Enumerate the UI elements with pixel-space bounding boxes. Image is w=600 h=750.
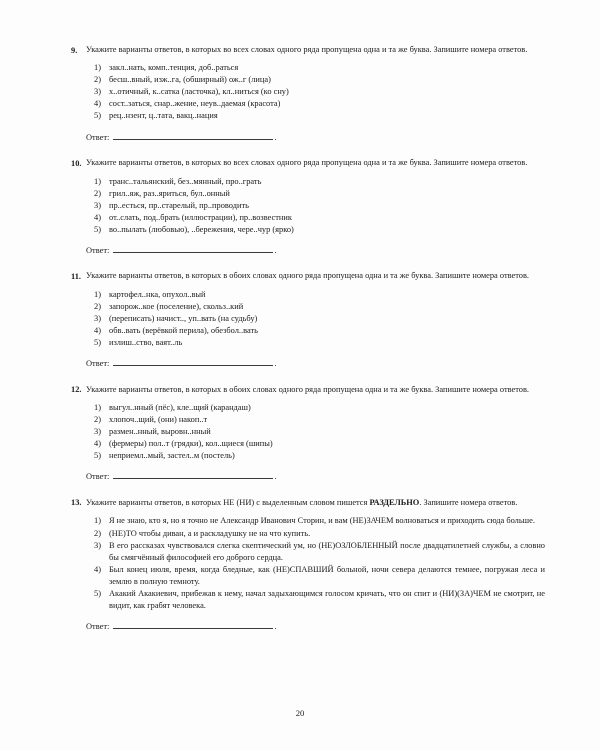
option-number: 3) [94, 541, 101, 551]
list-item[interactable] [86, 528, 545, 539]
list-item[interactable] [86, 402, 545, 413]
list-item[interactable] [86, 588, 545, 611]
task-10-number: 10. [71, 158, 82, 168]
list-item[interactable] [86, 301, 545, 312]
option-text: во..пылать (любовью), ..бережения, чере..чур (ярко) [109, 224, 294, 234]
task-10 [60, 157, 545, 256]
answer-input[interactable] [113, 469, 273, 479]
answer-input[interactable] [113, 619, 273, 629]
answer-period: . [274, 472, 277, 482]
task-13-prompt [86, 497, 545, 508]
list-item[interactable] [86, 74, 545, 85]
option-number: 1) [94, 176, 101, 186]
answer-label: Ответ: [86, 622, 110, 632]
task-13-answer [86, 619, 545, 632]
option-number: 2) [94, 528, 101, 538]
option-text: (переписать) начист.., уп..вать (на судьбу) [109, 313, 258, 323]
option-text: рец..нзент, ц..тата, вакц..нация [109, 111, 218, 121]
task-9-options [86, 62, 545, 121]
option-number: 1) [94, 403, 101, 413]
task-10-answer [86, 243, 545, 256]
task-11-prompt: Укажите варианты ответов, в которых в обоих словах одного ряда пропущена одна и та же буква. Запишите номера ответов. [86, 271, 530, 281]
answer-label: Ответ: [86, 246, 110, 256]
option-number: 2) [94, 415, 101, 425]
task-9-prompt: Укажите варианты ответов, в которых во всех словах одного ряда пропущена одна и та же буква. Запишите номера ответов. [86, 45, 528, 54]
option-number: 1) [94, 289, 101, 299]
answer-input[interactable] [113, 356, 273, 366]
option-text: сост..заться, снар..жение, неув..даемая (красота) [109, 99, 281, 109]
list-item[interactable] [86, 110, 545, 121]
option-text: Я не знаю, кто я, но я точно не Александр Иванович Сторин, и вам (НЕ)ЗАЧЕМ волноваться и приходить сюда больше. [109, 516, 535, 526]
list-item[interactable] [86, 188, 545, 199]
list-item[interactable] [86, 414, 545, 425]
task-9-body [86, 44, 545, 143]
option-number: 4) [94, 99, 101, 109]
list-item[interactable] [86, 62, 545, 73]
task-10-prompt: Укажите варианты ответов, в которых во всех словах одного ряда пропущена одна и та же буква. Запишите номера ответов. [86, 158, 528, 168]
option-text: картофел..нка, опухол..вый [109, 289, 206, 299]
option-number: 5) [94, 451, 101, 461]
option-text: транс..тальянский, без..мянный, про..грать [109, 176, 262, 186]
option-number: 2) [94, 301, 101, 311]
answer-label: Ответ: [86, 132, 110, 142]
option-text: В его рассказах чувствовался слегка скептический ум, но (НЕ)ОЗЛОБЛЕННЫЙ после двадцатилетней службы, а словно бы смягчённый философией его доброго сердца. [109, 541, 545, 562]
list-item[interactable] [86, 289, 545, 300]
option-text: бесш..вный, изж..га, (обширный) ож..г (лица) [109, 75, 271, 85]
option-number: 3) [94, 427, 101, 437]
option-number: 1) [94, 516, 101, 526]
task-13-prompt-part2: . Запишите номера ответов. [419, 497, 518, 507]
list-item[interactable] [86, 564, 545, 587]
task-11-answer [86, 356, 545, 369]
list-item[interactable] [86, 86, 545, 97]
list-item[interactable] [86, 200, 545, 211]
task-12-options [86, 402, 545, 461]
task-12-prompt: Укажите варианты ответов, в которых в обоих словах одного ряда пропущена одна и та же буква. Запишите номера ответов. [86, 384, 530, 394]
list-item[interactable] [86, 176, 545, 187]
task-11-options [86, 289, 545, 348]
answer-label: Ответ: [86, 359, 110, 369]
task-13-body [86, 497, 545, 633]
option-text: х..отичный, к..сатка (ласточка), кл..ниться (ко сну) [109, 87, 289, 97]
option-text: запорож..кое (поселение), скольз..кий [109, 301, 244, 311]
option-number: 4) [94, 325, 101, 335]
task-12-body [86, 384, 545, 483]
answer-period: . [274, 132, 277, 142]
option-text: Акакий Акакиевич, прибежав к нему, начал задыхающимся голосом кричать, что он спит и (НИ)(ЗА)ЧЕМ не смотрит, не видит, как грабят человека. [109, 589, 545, 610]
answer-label: Ответ: [86, 472, 110, 482]
option-number: 4) [94, 212, 101, 222]
list-item[interactable] [86, 98, 545, 109]
option-text: от..слать, под..брать (иллюстрации), пр..возвестник [109, 212, 292, 222]
option-number: 1) [94, 63, 101, 73]
task-9 [60, 44, 545, 143]
list-item[interactable] [86, 325, 545, 336]
task-13-prompt-part1: Укажите варианты ответов, в которых НЕ (НИ) с выделенным словом пишется [86, 497, 370, 507]
option-number: 3) [94, 313, 101, 323]
option-text: (фермеры) пол..т (грядки), кол..щиеся (шипы) [109, 439, 273, 449]
answer-period: . [274, 622, 277, 632]
task-9-answer [86, 130, 545, 143]
list-item[interactable] [86, 515, 545, 526]
option-number: 2) [94, 188, 101, 198]
list-item[interactable] [86, 540, 545, 563]
exam-content [60, 44, 545, 633]
option-number: 5) [94, 337, 101, 347]
task-13-options [86, 515, 545, 611]
option-number: 2) [94, 75, 101, 85]
option-text: выгул..нный (пёс), кле..щий (карандаш) [109, 403, 251, 413]
option-number: 4) [94, 439, 101, 449]
option-number: 5) [94, 224, 101, 234]
task-11-body [86, 270, 545, 369]
answer-period: . [274, 359, 277, 369]
option-number: 4) [94, 565, 101, 575]
option-text: хлопоч..щий, (они) накоп..т [109, 415, 208, 425]
option-number: 3) [94, 87, 101, 97]
list-item[interactable] [86, 313, 545, 324]
option-text: закл..нать, комп..тенция, доб..раться [109, 63, 239, 73]
option-text: излиш..ство, ваят..ль [109, 337, 183, 347]
list-item[interactable] [86, 450, 545, 461]
task-10-options [86, 176, 545, 235]
option-text: грил..яж, раз..яриться, бул..онный [109, 188, 230, 198]
option-text: размен..нный, выровн..нный [109, 427, 211, 437]
task-13-number: 13. [71, 498, 82, 508]
task-11 [60, 270, 545, 369]
list-item[interactable] [86, 224, 545, 235]
option-text: обв..вать (верёвкой перила), обезбол..вать [109, 325, 258, 335]
option-text: Был конец июля, время, когда бледные, как (НЕ)СПАВШИЙ больной, ночи севера делаются темнее, погружая леса и землю в полную темноту. [109, 565, 545, 586]
task-10-body [86, 157, 545, 256]
task-13 [60, 497, 545, 633]
task-12 [60, 384, 545, 483]
list-item[interactable] [86, 337, 545, 348]
option-text: неприемл..мый, застел..м (постель) [109, 451, 235, 461]
option-number: 5) [94, 111, 101, 121]
page-number: 20 [295, 708, 305, 718]
option-text: (НЕ)ТО чтобы диван, а и раскладушку не на что купить. [109, 528, 311, 538]
task-9-number: 9. [71, 45, 78, 55]
task-12-number: 12. [71, 385, 82, 395]
task-13-prompt-emphasis: РАЗДЕЛЬНО [369, 497, 420, 507]
task-11-number: 11. [71, 271, 82, 281]
option-text: пр..есться, пр..старелый, пр..проводить [109, 200, 249, 210]
answer-period: . [274, 246, 277, 256]
list-item[interactable] [86, 438, 545, 449]
option-number: 5) [94, 589, 101, 599]
answer-input[interactable] [113, 243, 273, 253]
list-item[interactable] [86, 212, 545, 223]
option-number: 3) [94, 200, 101, 210]
answer-input[interactable] [113, 130, 273, 140]
task-12-answer [86, 469, 545, 482]
list-item[interactable] [86, 426, 545, 437]
